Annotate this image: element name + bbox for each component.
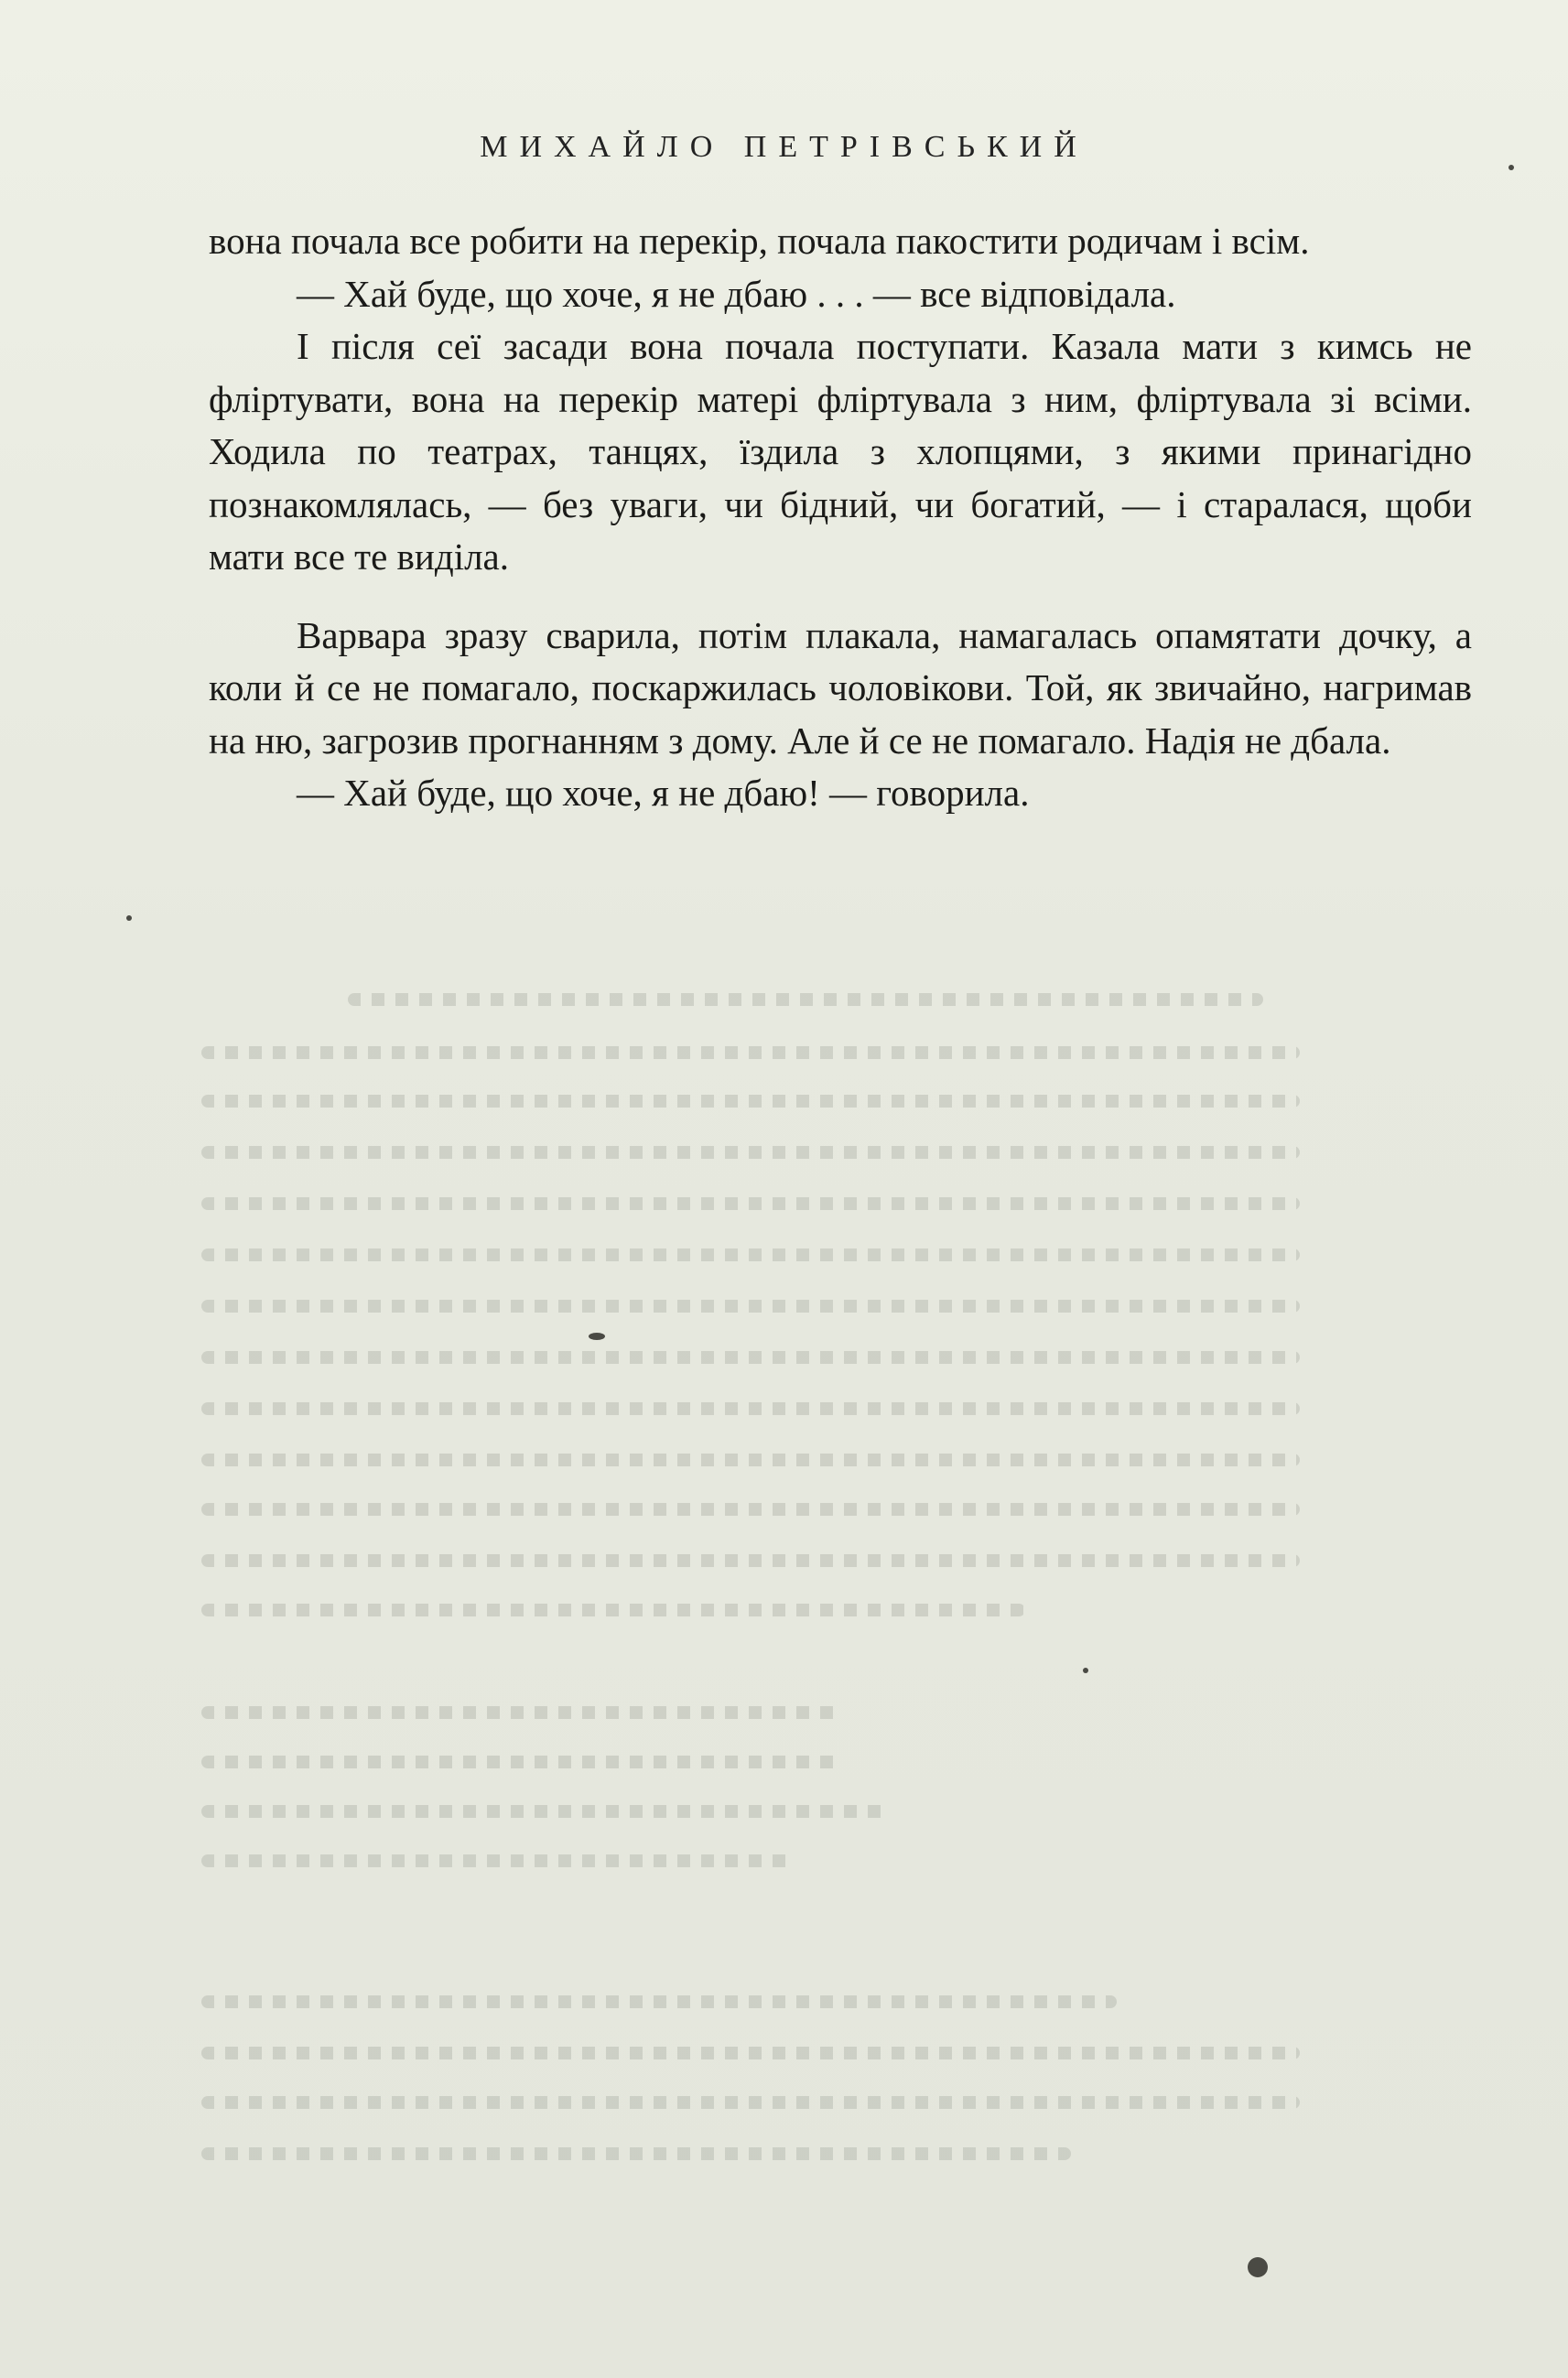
ink-speck bbox=[1083, 1668, 1088, 1673]
bleed-through-line bbox=[201, 1854, 796, 1867]
ink-speck bbox=[1248, 2257, 1268, 2277]
bleed-through-line bbox=[201, 1756, 842, 1768]
bleed-through-line bbox=[201, 1197, 1300, 1210]
bleed-through-line bbox=[201, 2147, 1071, 2160]
bleed-through-line bbox=[201, 1351, 1300, 1364]
body-text bbox=[209, 215, 1472, 820]
ink-speck bbox=[126, 915, 132, 921]
bleed-through-line bbox=[201, 1554, 1300, 1567]
bleed-through-line bbox=[201, 1046, 1300, 1059]
bleed-through-line bbox=[201, 1805, 888, 1818]
paragraph: І після сеї засади вона почала поступати. Казала мати з кимсь не флiртувати, вона на перекір матері флiртувала з ним, флiртувала зі всіми. Ходила по театрах, танцях, їздила з хлопцями, з якими принагідно познакомлялась, — без уваги, чи бідний, чи богатий, — і старалася, щоби мати все те виділа. bbox=[209, 325, 1472, 578]
bleed-through-line bbox=[201, 1402, 1300, 1415]
paragraph-dialogue: — Хай буде, що хоче, я не дбаю . . . — все відповідала. bbox=[297, 272, 1176, 315]
ink-speck bbox=[1509, 165, 1514, 170]
bleed-through-line bbox=[201, 1248, 1300, 1261]
running-head-author: МИХАЙЛО ПЕТРІВСЬКИЙ bbox=[480, 130, 1088, 164]
bleed-through-line bbox=[201, 2047, 1300, 2059]
ink-speck bbox=[589, 1333, 605, 1340]
bleed-through-line bbox=[201, 1454, 1300, 1466]
paragraph-continuation: вона почала все робити на перекір, почала пакостити родичам і всім. bbox=[209, 220, 1310, 262]
bleed-through-line bbox=[201, 1146, 1300, 1159]
bleed-through-line bbox=[201, 1995, 1117, 2008]
bleed-through-line bbox=[201, 1503, 1300, 1516]
bleed-through-line bbox=[201, 2096, 1300, 2109]
paragraph-dialogue: — Хай буде, що хоче, я не дбаю! — говорила. bbox=[297, 772, 1030, 814]
bleed-through-line bbox=[201, 1706, 842, 1719]
bleed-through-line bbox=[201, 1095, 1300, 1108]
bleed-through-line bbox=[201, 1300, 1300, 1313]
bleed-through-line bbox=[201, 1604, 1025, 1616]
bleed-through-line bbox=[348, 993, 1263, 1006]
paragraph: Варвара зразу сварила, потім плакала, намагалась опамятати дочку, а коли й се не помагало, поскаржилась чоловікови. Той, як звичайно, нагримав на ню, загрозив прогнанням з дому. Але й се не помагало. Надія не дбала. bbox=[209, 613, 1472, 762]
